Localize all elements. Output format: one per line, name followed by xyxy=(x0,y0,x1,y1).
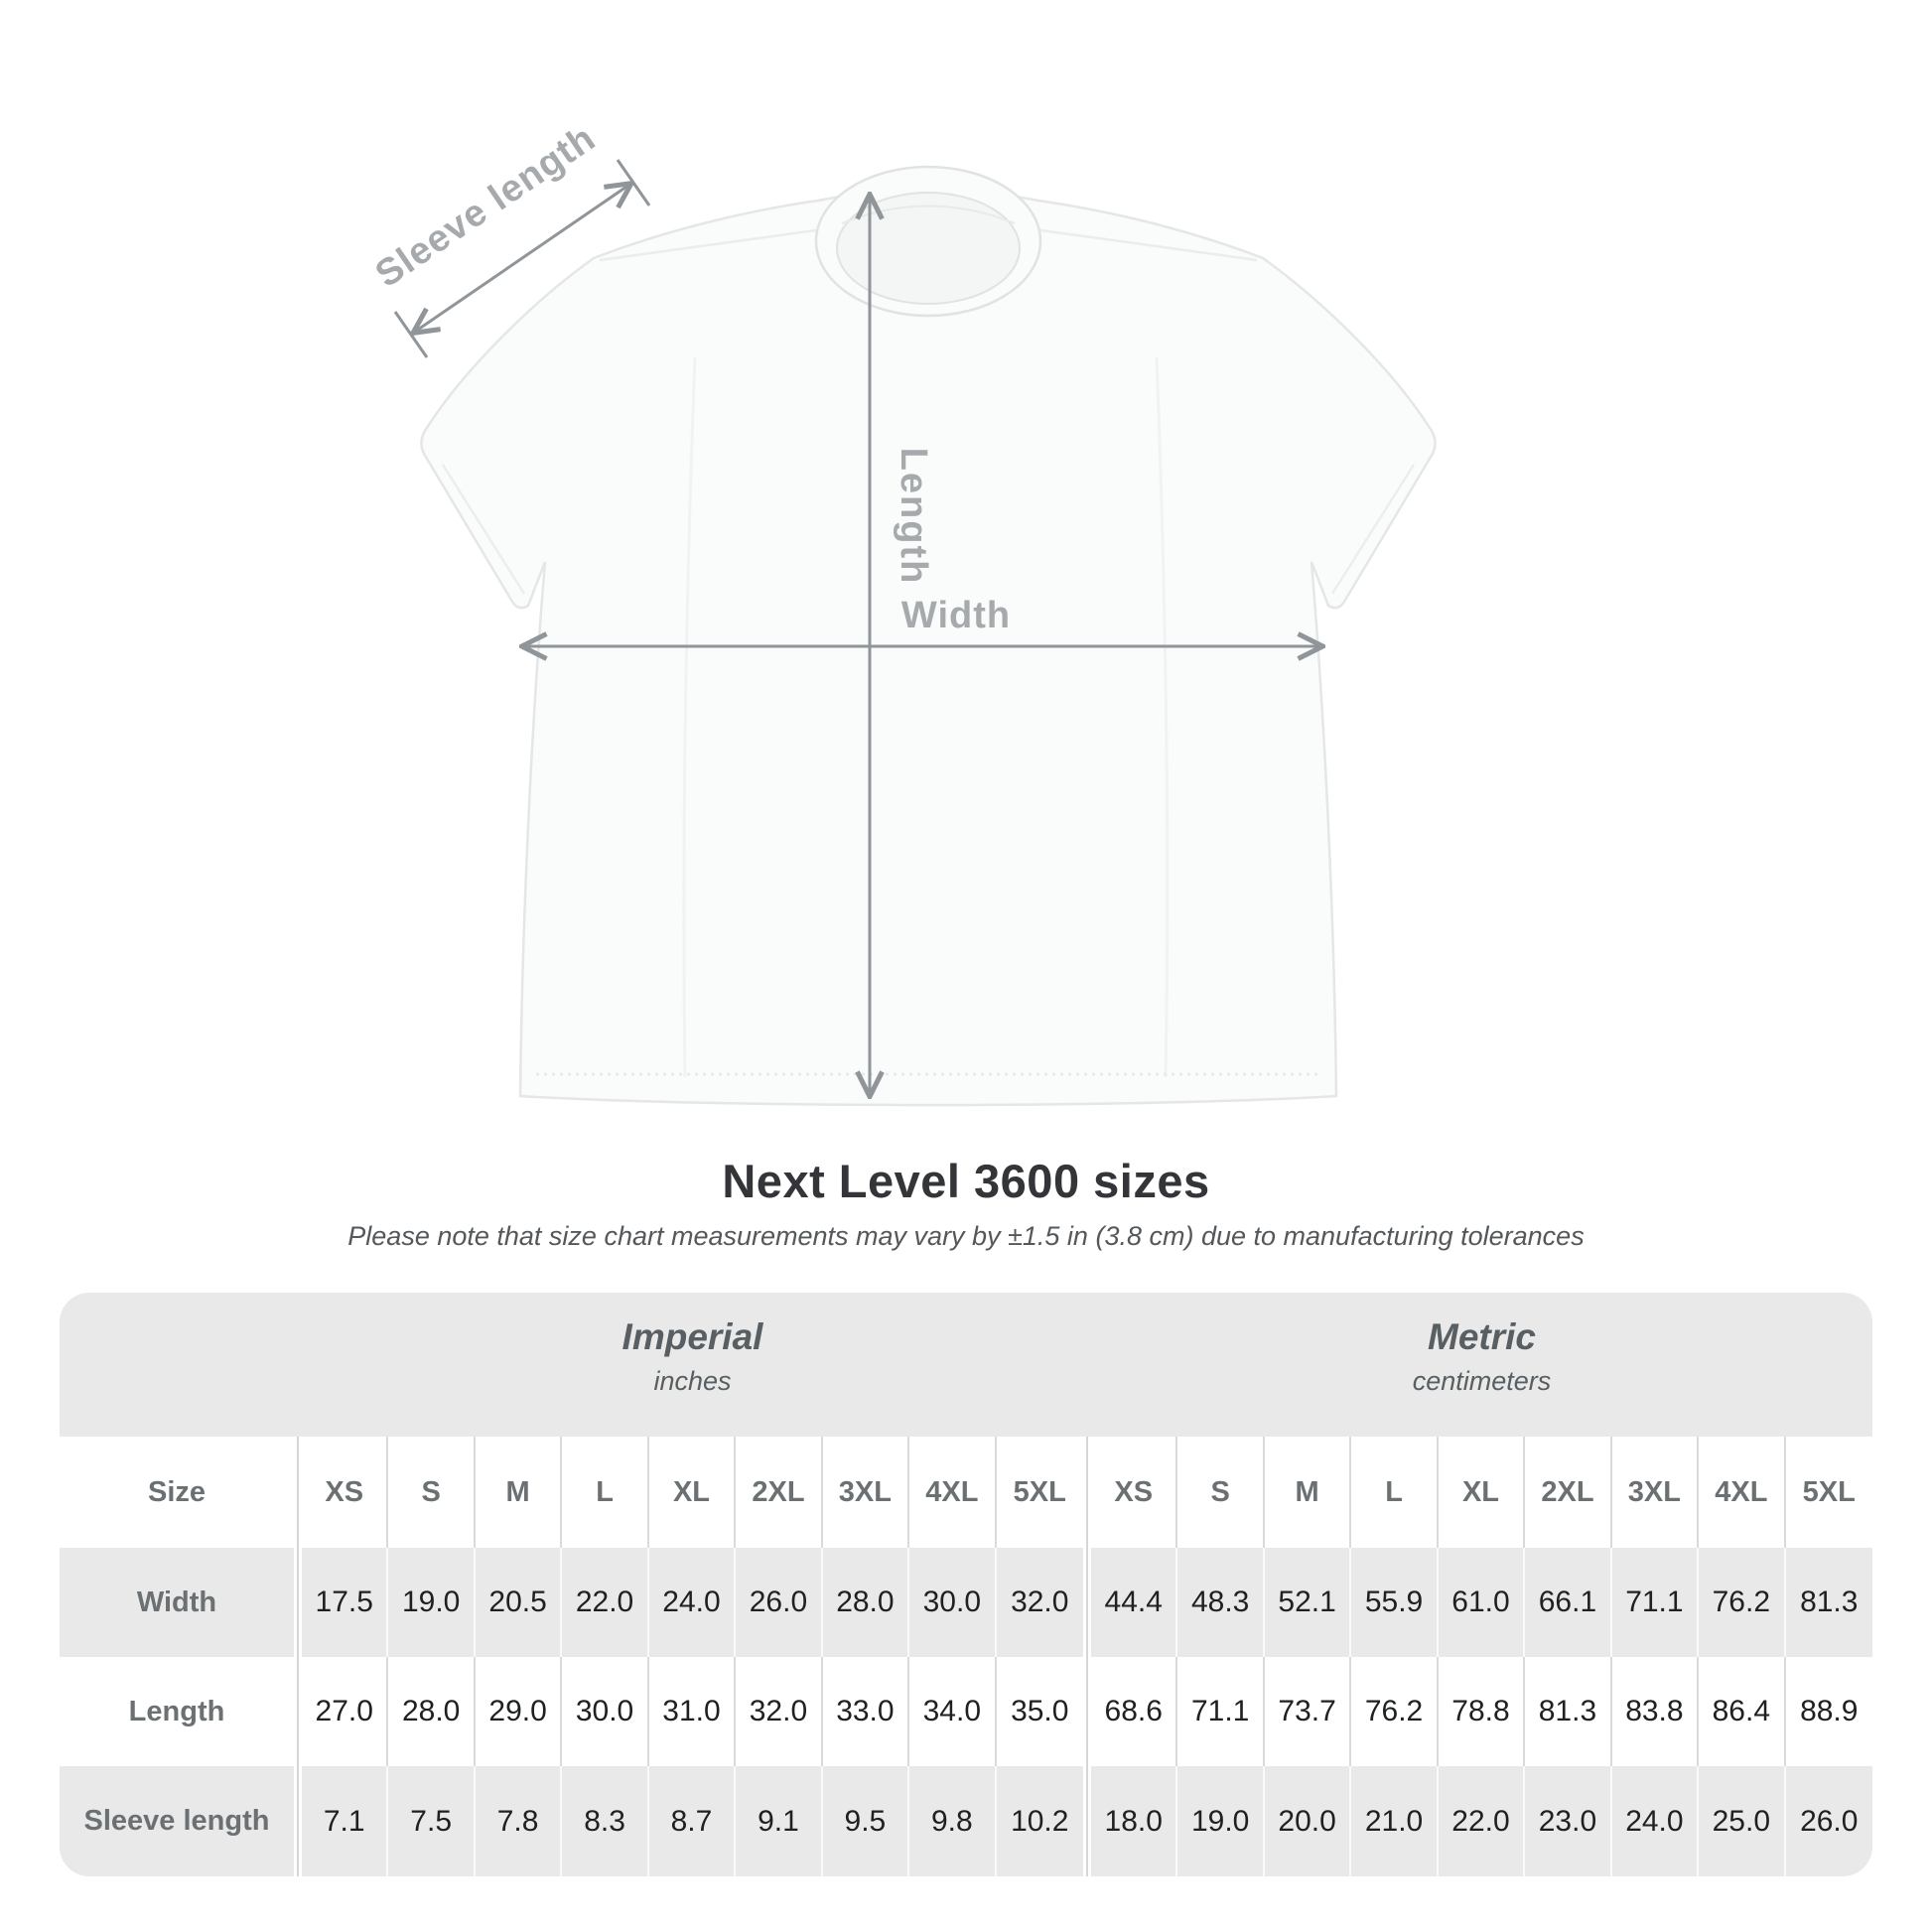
imperial-label: Imperial xyxy=(621,1316,763,1357)
row-label-length: Length xyxy=(128,1695,225,1727)
table-cell: 30.0 xyxy=(562,1657,648,1766)
table-cell: 7.1 xyxy=(302,1766,388,1876)
table-cell: 20.5 xyxy=(476,1548,562,1657)
size-header-metric-5xl: 5XL xyxy=(1802,1475,1856,1508)
table-cell: 17.5 xyxy=(302,1548,388,1657)
table-cell: 35.0 xyxy=(1011,1695,1069,1727)
table-cell: 21.0 xyxy=(1351,1766,1438,1876)
table-cell: 10.2 xyxy=(1011,1804,1069,1838)
table-cell: 48.3 xyxy=(1177,1548,1264,1657)
imperial-unit-label: inches xyxy=(653,1366,732,1396)
table-cell: 22.0 xyxy=(562,1548,648,1657)
table-cell: 33.0 xyxy=(823,1657,909,1766)
size-header-metric-xs: XS xyxy=(1091,1437,1177,1548)
size-column-header: Size xyxy=(147,1475,207,1508)
table-cell: 28.0 xyxy=(823,1548,909,1657)
table-cell: 68.6 xyxy=(1091,1657,1177,1766)
table-cell: 9.1 xyxy=(736,1766,822,1876)
row-label-sleeve-length: Sleeve length xyxy=(83,1805,270,1837)
size-header-metric-2xl: 2XL xyxy=(1525,1437,1611,1548)
column-group-divider xyxy=(294,1437,302,1548)
metric-group-header xyxy=(1091,1293,1872,1437)
collar-inner xyxy=(837,193,1020,304)
size-header-imperial-4xl: 4XL xyxy=(909,1437,996,1548)
unit-group-headers xyxy=(60,1293,1872,1437)
size-header-imperial-2xl: 2XL xyxy=(736,1437,822,1548)
column-group-divider xyxy=(1083,1437,1091,1548)
table-cell: 32.0 xyxy=(1011,1586,1069,1618)
table-cell: 24.0 xyxy=(1612,1766,1699,1876)
size-header-metric-s: S xyxy=(1177,1437,1264,1548)
table-cell: 83.8 xyxy=(1612,1657,1699,1766)
table-cell: 8.3 xyxy=(562,1766,648,1876)
table-cell: 71.1 xyxy=(1612,1548,1699,1657)
table-cell: 34.0 xyxy=(909,1657,996,1766)
page-subtitle: Please note that size chart measurements may vary by ±1.5 in (3.8 cm) due to manufacturing tolerances xyxy=(347,1221,1585,1251)
size-header-imperial-l: L xyxy=(562,1437,648,1548)
table-cell: 7.5 xyxy=(388,1766,475,1876)
table-cell: 71.1 xyxy=(1177,1657,1264,1766)
table-cell: 9.8 xyxy=(909,1766,996,1876)
size-header-imperial-m: M xyxy=(476,1437,562,1548)
table-row-width xyxy=(60,1548,1872,1657)
table-cell: 86.4 xyxy=(1699,1657,1785,1766)
size-header-metric-xl: XL xyxy=(1439,1437,1525,1548)
size-header-row xyxy=(60,1437,1872,1548)
table-cell: 18.0 xyxy=(1091,1766,1177,1876)
page-title: Next Level 3600 sizes xyxy=(722,1155,1210,1207)
size-header-imperial-s: S xyxy=(388,1437,475,1548)
metric-label: Metric xyxy=(1428,1316,1536,1357)
table-cell: 88.9 xyxy=(1800,1695,1859,1727)
table-cell: 55.9 xyxy=(1351,1548,1438,1657)
table-cell: 32.0 xyxy=(736,1657,822,1766)
table-cell: 24.0 xyxy=(649,1548,736,1657)
width-label: Width xyxy=(900,595,1012,636)
size-header-imperial-3xl: 3XL xyxy=(823,1437,909,1548)
table-cell: 66.1 xyxy=(1525,1548,1611,1657)
size-header-metric-3xl: 3XL xyxy=(1612,1437,1699,1548)
sleeve-arrow-end-tick-top xyxy=(618,160,649,206)
table-cell: 76.2 xyxy=(1699,1548,1785,1657)
imperial-group-header xyxy=(302,1293,1083,1437)
table-cell: 28.0 xyxy=(388,1657,475,1766)
table-cell: 44.4 xyxy=(1091,1548,1177,1657)
length-label: Length xyxy=(893,447,934,586)
table-cell: 26.0 xyxy=(736,1548,822,1657)
table-cell: 76.2 xyxy=(1351,1657,1438,1766)
table-cell: 78.8 xyxy=(1439,1657,1525,1766)
row-label-width: Width xyxy=(136,1586,217,1618)
column-group-divider xyxy=(294,1766,302,1876)
table-cell: 31.0 xyxy=(649,1657,736,1766)
column-group-divider xyxy=(1083,1548,1091,1657)
column-group-divider xyxy=(1083,1657,1091,1766)
size-header-imperial-xs: XS xyxy=(302,1437,388,1548)
metric-unit-label: centimeters xyxy=(1412,1366,1552,1396)
size-header-metric-m: M xyxy=(1265,1437,1351,1548)
table-cell: 81.3 xyxy=(1525,1657,1611,1766)
table-cell: 73.7 xyxy=(1265,1657,1351,1766)
table-cell: 23.0 xyxy=(1525,1766,1611,1876)
table-cell: 27.0 xyxy=(302,1657,388,1766)
table-cell: 61.0 xyxy=(1439,1548,1525,1657)
table-cell: 25.0 xyxy=(1699,1766,1785,1876)
sleeve-arrow-end-tick-bottom xyxy=(395,312,427,357)
table-cell: 22.0 xyxy=(1439,1766,1525,1876)
table-cell: 26.0 xyxy=(1800,1804,1859,1838)
table-cell: 19.0 xyxy=(388,1548,475,1657)
column-group-divider xyxy=(294,1548,302,1657)
table-cell: 52.1 xyxy=(1265,1548,1351,1657)
column-group-divider xyxy=(294,1657,302,1766)
table-row-sleeve-length xyxy=(60,1766,1872,1876)
size-header-metric-4xl: 4XL xyxy=(1699,1437,1785,1548)
table-cell: 81.3 xyxy=(1800,1586,1859,1618)
sleeve-length-label: Sleeve length xyxy=(367,117,604,297)
table-cell: 9.5 xyxy=(823,1766,909,1876)
table-cell: 7.8 xyxy=(476,1766,562,1876)
table-cell: 20.0 xyxy=(1265,1766,1351,1876)
size-header-metric-l: L xyxy=(1351,1437,1438,1548)
table-cell: 29.0 xyxy=(476,1657,562,1766)
size-header-imperial-5xl: 5XL xyxy=(1013,1475,1066,1508)
table-cell: 8.7 xyxy=(649,1766,736,1876)
table-cell: 30.0 xyxy=(909,1548,996,1657)
table-cell: 19.0 xyxy=(1177,1766,1264,1876)
column-group-divider xyxy=(1083,1766,1091,1876)
size-table xyxy=(60,1293,1872,1876)
table-row-length xyxy=(60,1657,1872,1766)
size-header-imperial-xl: XL xyxy=(649,1437,736,1548)
